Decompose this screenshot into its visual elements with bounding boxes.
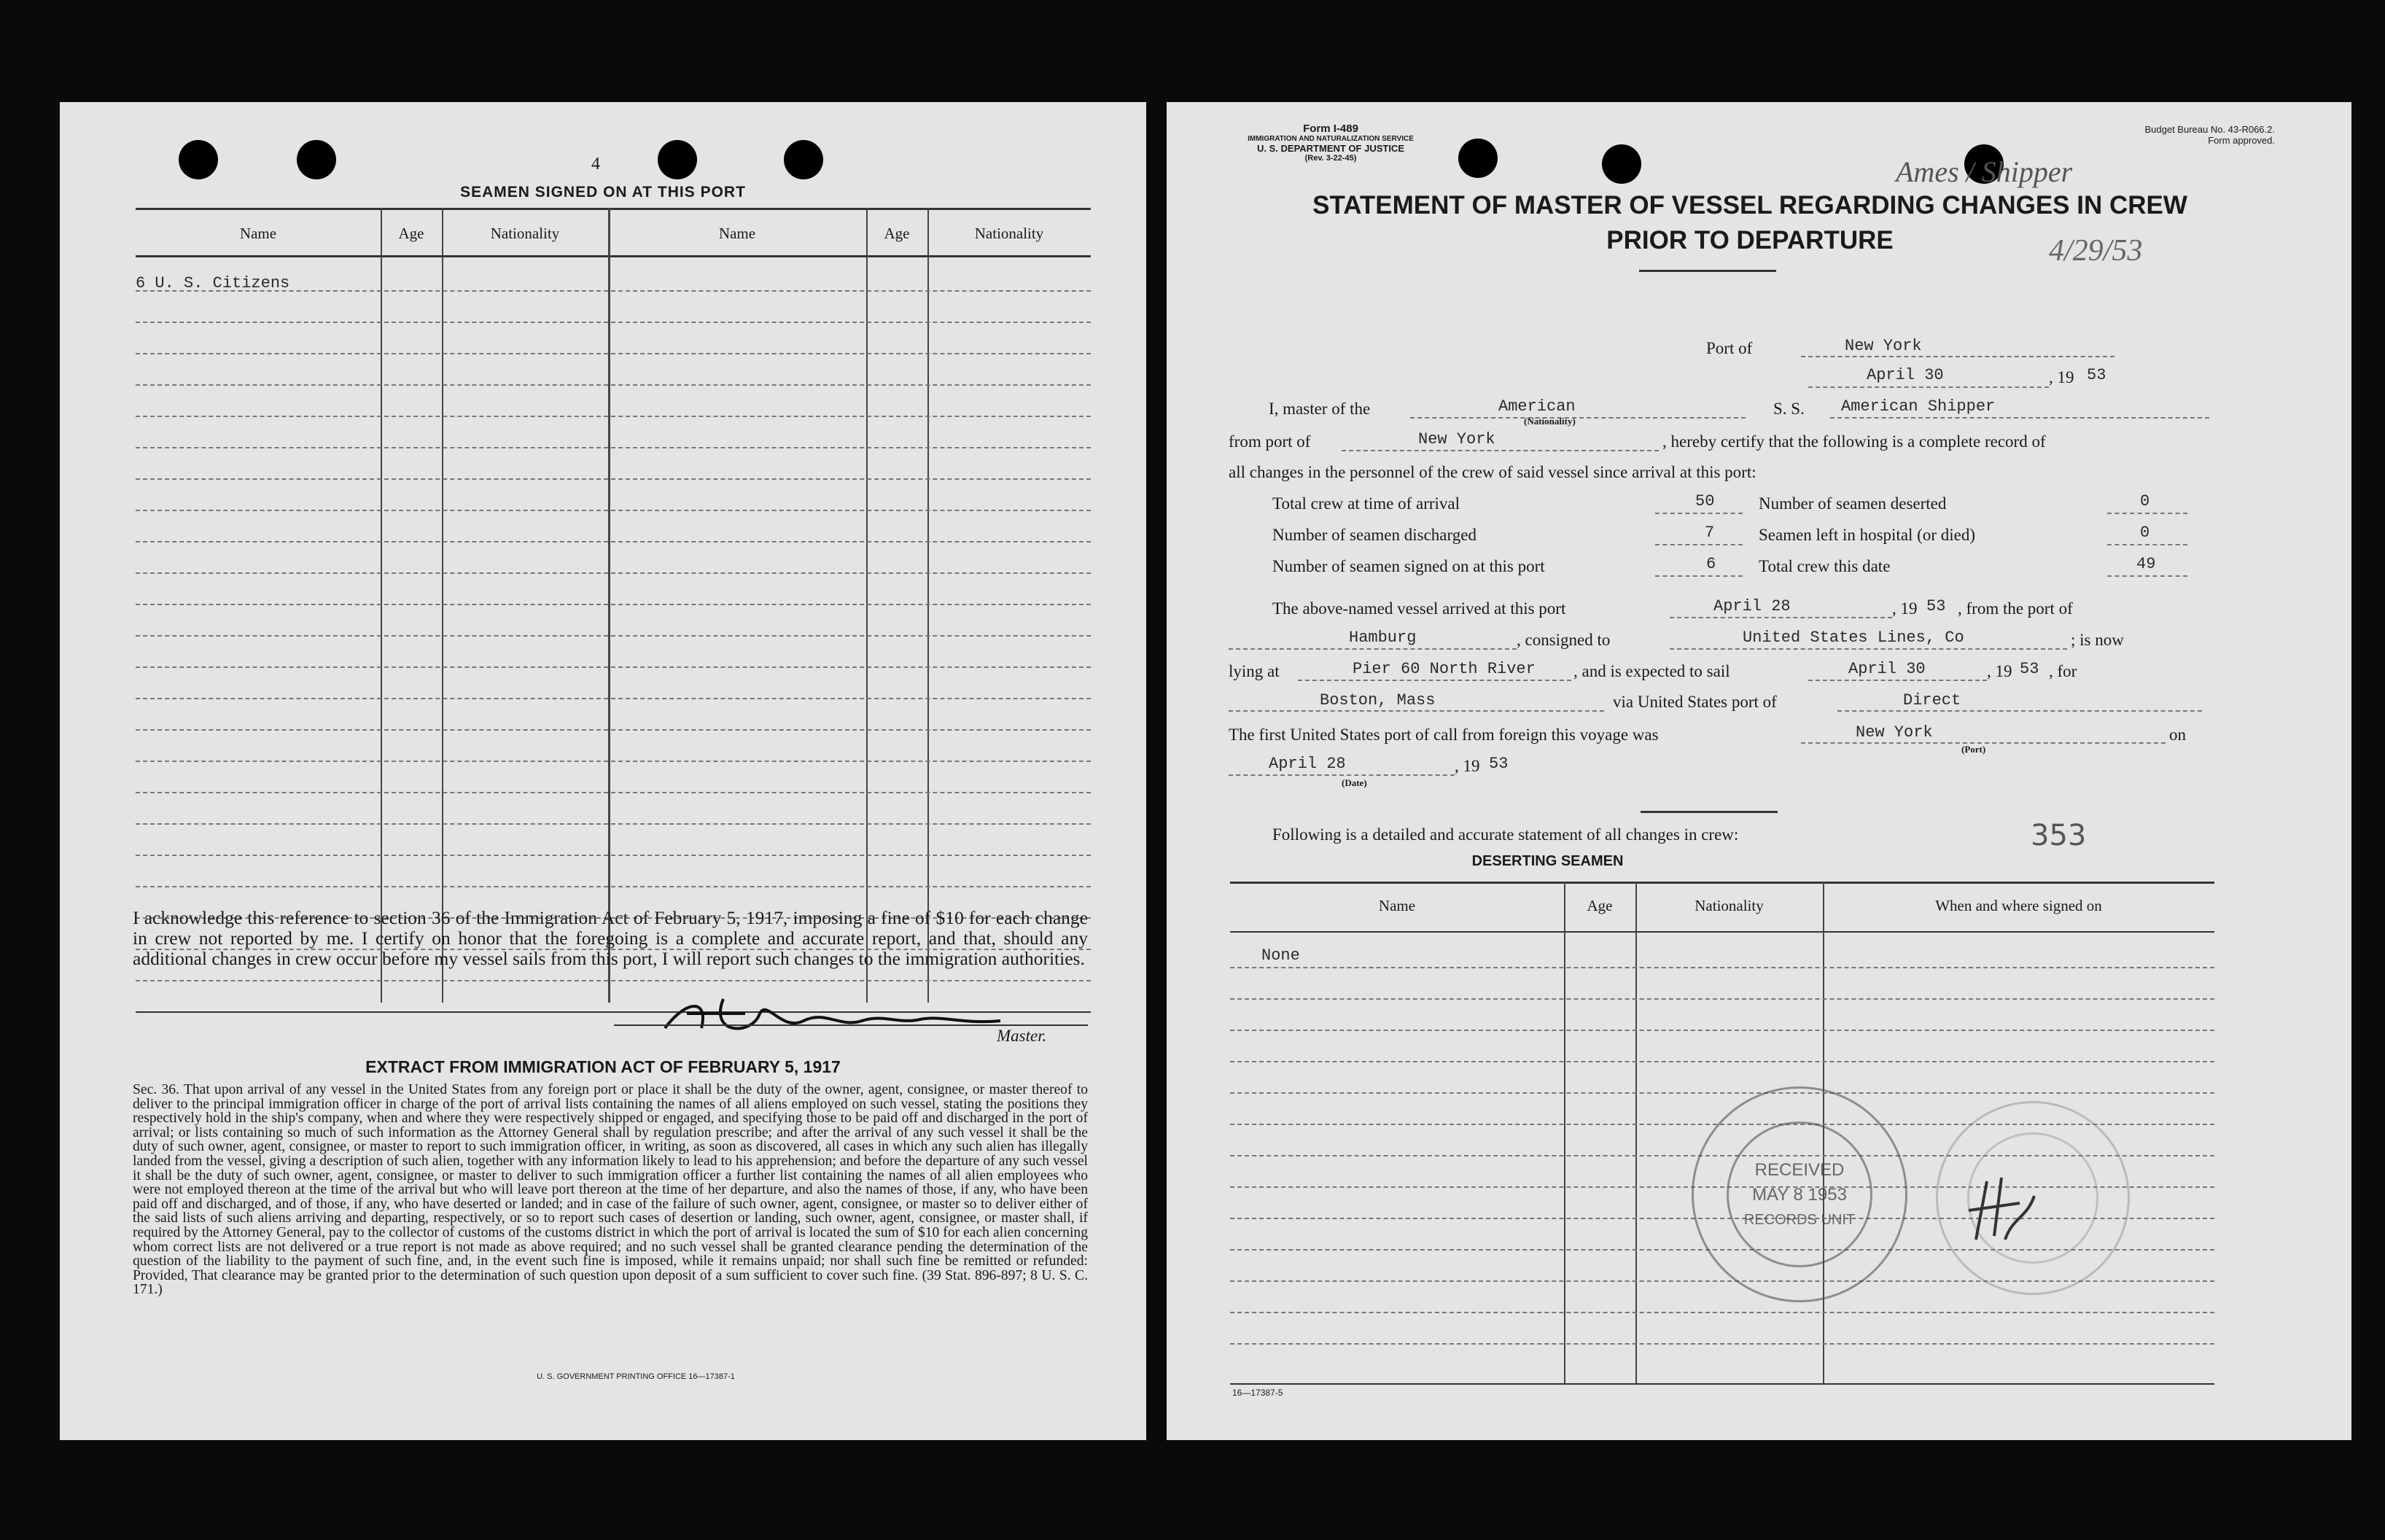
table-rule	[136, 290, 1091, 292]
table-rule	[136, 761, 1091, 762]
sail-year: 53	[2020, 660, 2039, 678]
extract-text: Sec. 36. That upon arrival of any vessel in the United States from any foreign port or place it shall be the duty of the owner, agent, consignee, or master thereof to deliver to the principal immigration officer in charge of the port of arrival lists containing the names of all aliens employed on such vessel, stating the positions they respectively hold in the ship's company, when and where they were respectively shipped or engaged, and specifying those to be paid off and discharged in the port of arrival; or lists containing so much of such information as the Attorney General shall by regulation prescribe; and after the arrival of any such vessel it shall be the duty of such owner, agent, consignee, or master to report to such immigration officer, in writing, as soon as discovered, all cases in which any such alien has illegally landed from the vessel, giving a description of such alien, together with any information likely to lead to his apprehension; and before the departure of any such vessel it shall be the duty of such owner, agent, consignee, or master to deliver to such immigration officer a further list containing the names of all alien employees who were not employed thereon at the time of the arrival but who will leave port thereon at the time of her departure, and also the names of those, if any, who have been paid off and discharged, and of those, if any, who have deserted or landed; and in case of the failure of such owner, agent, consignee, or master so to deliver either of the said lists of such aliens arriving and departing, respectively, or so to report such cases of desertion or landing, such owner, agent, consignee, or master shall, if required by the Attorney General, pay to the collector of customs of the customs district in which the port of arrival is located the sum of $10 for each alien concerning whom correct lists are not delivered or a true report is not made as above required; and no such vessel shall be granted clearance pending the determination of the question of the liability to the payment of such fine, and, in the event such fine is imposed, while it remains unpaid; nor shall such fine be remitted or refunded: Provided, That clearance may be granted prior to the determination of such question upon deposit of a sum sufficient to cover such fine. (39 Stat. 896-897; 8 U. S. C. 171.)	[133, 1082, 1088, 1298]
table-rule	[136, 572, 1091, 574]
table-rule	[136, 510, 1091, 511]
stat-arrival-value: 50	[1695, 492, 1715, 510]
form-header: Form I-489 IMMIGRATION AND NATURALIZATION SERVICE U. S. DEPARTMENT OF JUSTICE (Rev. 3-22-45)	[1248, 122, 1414, 163]
column-header: Age	[398, 225, 424, 242]
table-rule	[136, 635, 1091, 637]
pier-location: Pier 60 North River	[1353, 660, 1536, 678]
date-value: April 30	[1867, 366, 1944, 384]
section-title: SEAMEN SIGNED ON AT THIS PORT	[460, 184, 746, 201]
master-signature	[658, 992, 1008, 1043]
table-rule	[1230, 967, 2214, 968]
column-header: When and where signed on	[1935, 897, 2102, 914]
table-rule	[136, 604, 1091, 605]
column-header: Name	[718, 225, 756, 242]
arrival-date: April 28	[1713, 597, 1791, 615]
stat-hospital-value: 0	[2140, 524, 2150, 542]
master-label: Master.	[997, 1027, 1047, 1045]
table-rule	[136, 353, 1091, 354]
table-row: None	[1261, 946, 1300, 965]
punch-hole	[297, 140, 336, 179]
column-header: Age	[1587, 897, 1613, 914]
deserting-title: DESERTING SEAMEN	[1471, 853, 1624, 869]
arrival-year: 53	[1926, 597, 1946, 615]
table-rule	[136, 416, 1091, 417]
column-header: Nationality	[1695, 897, 1764, 914]
origin-port: Hamburg	[1349, 629, 1417, 647]
handwritten-number: 353	[2031, 819, 2087, 852]
stat-discharged-value: 7	[1705, 524, 1715, 542]
table-rule	[136, 384, 1091, 386]
table-rule	[1230, 1343, 2214, 1345]
first-port: New York	[1856, 723, 1933, 742]
received-stamp: RECEIVED MAY 8 1953 RECORDS UNIT	[1692, 1086, 1907, 1302]
handwritten-date: 4/29/53	[2049, 234, 2143, 268]
table-rule	[1230, 1061, 2214, 1062]
column-header: Nationality	[974, 225, 1044, 242]
handwritten-note: Ames / Shipper	[1896, 155, 2073, 188]
column-header: Nationality	[490, 225, 560, 242]
sail-date: April 30	[1848, 660, 1926, 678]
table-row: 6 U. S. Citizens	[136, 274, 290, 292]
via-port: Direct	[1903, 691, 1961, 709]
first-port-date: April 28	[1269, 755, 1346, 773]
stamp-initials	[1961, 1167, 2049, 1254]
column-header: Name	[1378, 897, 1416, 914]
printer-line: U. S. GOVERNMENT PRINTING OFFICE 16—17387-1	[537, 1372, 735, 1381]
table-rule	[136, 666, 1091, 668]
nationality-value: American	[1498, 397, 1576, 416]
punch-hole	[1602, 144, 1641, 184]
table-rule	[136, 541, 1091, 542]
consignee: United States Lines, Co	[1743, 629, 1964, 647]
punch-hole	[1458, 139, 1498, 178]
table-rule	[136, 823, 1091, 825]
column-header: Age	[884, 225, 910, 242]
port-label: Port of	[1706, 339, 1753, 357]
table-rule	[136, 886, 1091, 887]
stat-signed-value: 6	[1706, 555, 1716, 573]
table-rule	[136, 792, 1091, 793]
date-year: 53	[2087, 366, 2106, 384]
table-rule	[136, 698, 1091, 699]
stat-total-value: 49	[2136, 555, 2156, 573]
table-rule	[136, 322, 1091, 323]
budget-bureau: Budget Bureau No. 43-R066.2. Form approved.	[2144, 124, 2275, 146]
vessel-value: American Shipper	[1841, 397, 1996, 416]
footer-code: 16—17387-5	[1232, 1388, 1283, 1398]
table-rule	[136, 447, 1091, 448]
port-value: New York	[1845, 337, 1922, 355]
table-rule	[1230, 1312, 2214, 1313]
table-rule	[136, 478, 1091, 480]
punch-hole	[179, 140, 218, 179]
page-number: 4	[591, 155, 600, 174]
table-rule	[136, 980, 1091, 981]
table-rule	[1230, 1092, 2214, 1094]
left-page	[60, 102, 1146, 1440]
right-page: Form I-489 IMMIGRATION AND NATURALIZATION SERVICE U. S. DEPARTMENT OF JUSTICE (Rev. 3-22-45) Budget Bureau No. 43-R066.2. Form approved. Ames / Shipper 4/29/53 STATEMENT OF MASTER OF VESSEL REGARDING CHANGES IN CREW PRIOR TO DEPARTURE Port of New York April 30 , 19 53 I, master of the American (Nationality) S. S. American Shipper from port of New York , hereby certify that the following is a complete record of all changes in the personnel of the crew of said vessel since arrival at this port: Total crew at time of arrival 50 Number of seamen deserted 0 Number of seamen discharged 7 Seamen left in hospital (or died) 0 Number of seamen signed on at this port 6 Total crew this date 49 The above-named vessel arrived at this port April 28 , 19 53 , from the port of Hamburg , consigned to United States Lines, Co ; is now lying at Pier 60 North River , and is expected to sail April 30 , 19 53 , for Boston, Mass via United States port of Direct The first United States port of call from foreign this voyage was New York (Port) on April 28 (Date) , 19 53 Following is a detailed and accurate statement of all changes in crew: 353 DESERTING SEAMEN Name Age Nationality When and where signed on None RECEIVED MAY 8 1953 RECORDS UNIT 16—17387-5	[1167, 102, 2351, 1440]
first-port-year: 53	[1489, 755, 1509, 773]
table-rule	[136, 729, 1091, 731]
column-header: Name	[239, 225, 277, 242]
table-rule	[1230, 1030, 2214, 1031]
stat-deserted-value: 0	[2140, 492, 2150, 510]
table-rule	[136, 855, 1091, 856]
extract-title: EXTRACT FROM IMMIGRATION ACT OF FEBRUARY 5, 1917	[365, 1057, 841, 1076]
table-rule	[1230, 998, 2214, 1000]
punch-hole	[784, 140, 823, 179]
stat-arrival-label: Total crew at time of arrival	[1272, 494, 1460, 513]
form-title: STATEMENT OF MASTER OF VESSEL REGARDING CHANGES IN CREW PRIOR TO DEPARTURE	[1312, 191, 2187, 254]
from-port-value: New York	[1418, 430, 1495, 448]
punch-hole	[658, 140, 697, 179]
destination: Boston, Mass	[1320, 691, 1436, 709]
acknowledgment-text: I acknowledge this reference to section 36 of the Immigration Act of February 5, 1917, imposing a fine of $10 for each change in crew not reported by me. I certify on honor that the foregoing is a complete and accurate report, and that, should any additional changes in crew occur before my vessel sails from this port, I will report such changes to the immigration authorities.	[133, 907, 1088, 969]
